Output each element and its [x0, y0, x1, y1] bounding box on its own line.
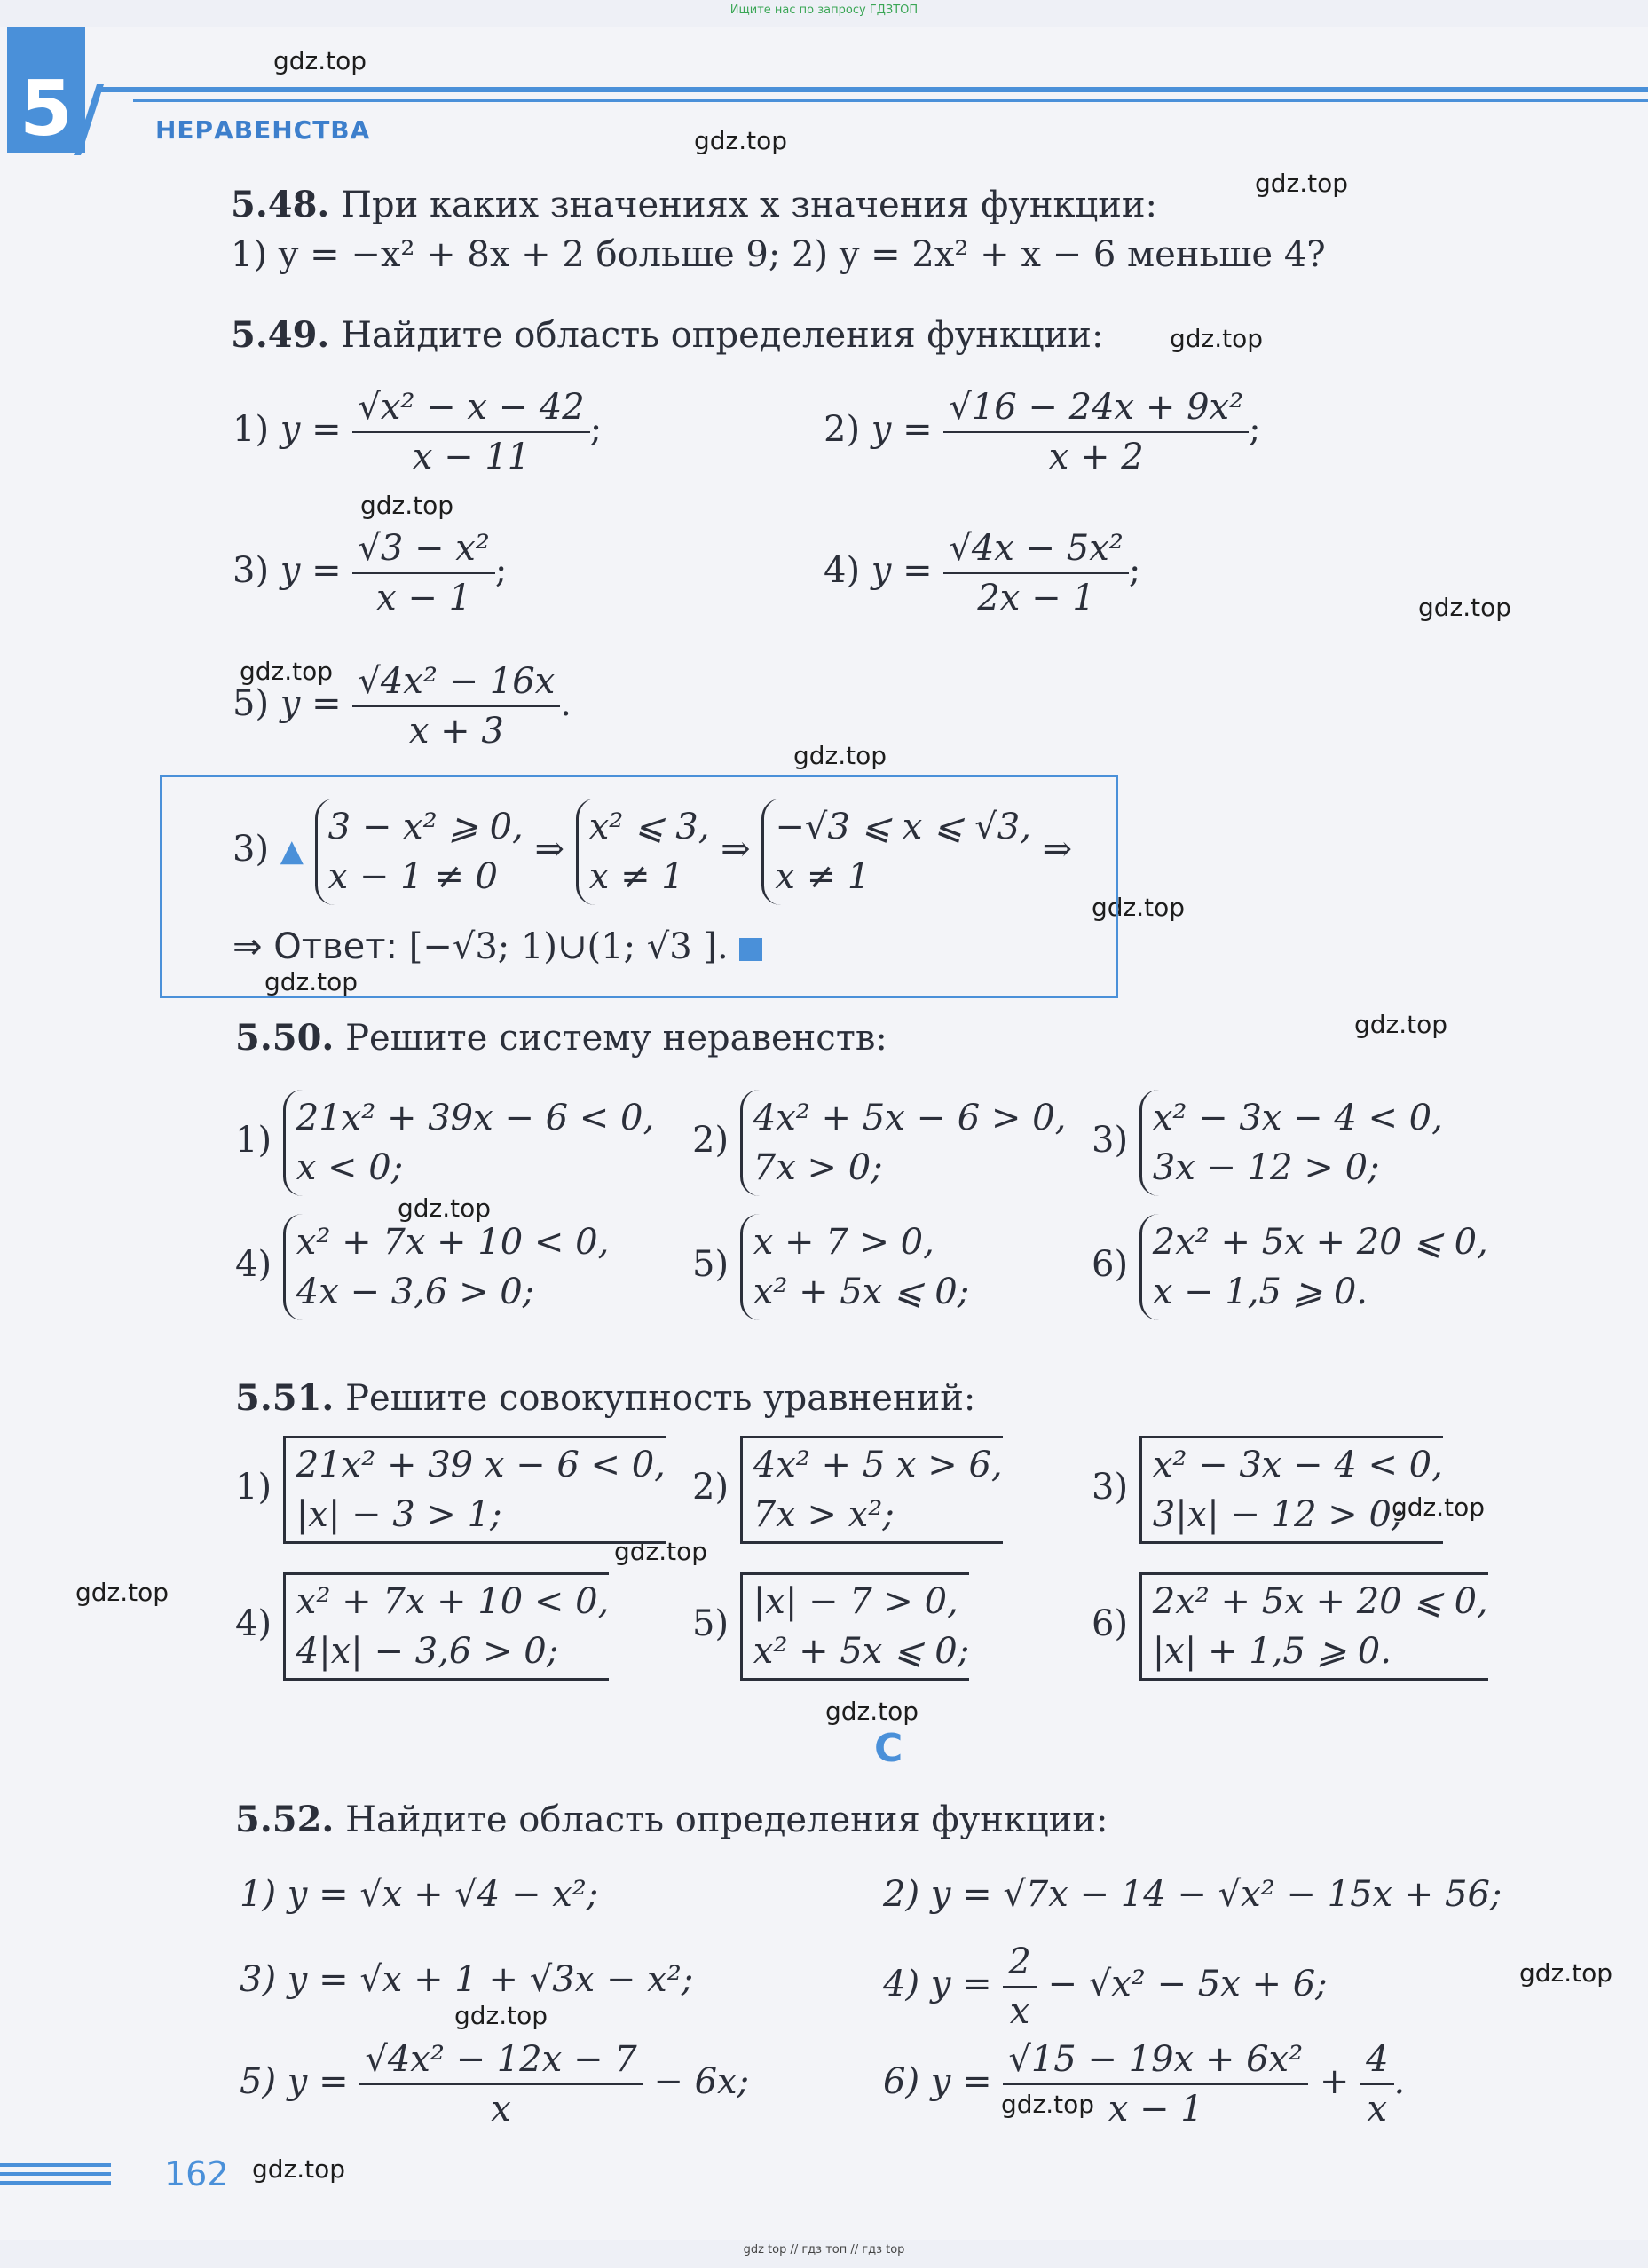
watermark: gdz.top: [252, 2154, 346, 2184]
system-row: x − 1 ≠ 0: [327, 856, 499, 897]
formula-5-49-2: [824, 387, 1261, 477]
numerator: √4x − 5x²: [943, 528, 1128, 574]
numerator: √3 − x²: [352, 528, 494, 574]
collection-5-51-1: [235, 1436, 666, 1544]
formula-rhs: − √x² − 5x + 6;: [1047, 1964, 1328, 2004]
item-number: 2): [824, 409, 861, 450]
formula-lhs: y =: [871, 409, 933, 450]
item-number: 3): [1092, 1467, 1129, 1508]
system-3: [761, 799, 1031, 905]
collection: [1139, 1436, 1443, 1544]
denominator: x: [491, 2089, 511, 2130]
watermark: gdz.top: [1418, 593, 1512, 622]
answer-label: ⇒ Ответ:: [233, 926, 398, 967]
formula-5-49-1: [233, 387, 602, 477]
formula-5-52-1: 1) y = √x + √4 − x²;: [240, 1874, 599, 1915]
collection-row: x² + 7x + 10 < 0,: [296, 1581, 610, 1622]
problem-5-51: [235, 1378, 975, 1419]
collection-5-51-4: [235, 1572, 609, 1681]
problem-number: 5.51.: [235, 1377, 335, 1419]
formula-5-49-4: [824, 528, 1140, 618]
numerator: √4x² − 12x − 7: [359, 2039, 642, 2085]
problem-5-52: [235, 1799, 1108, 1840]
item-number: 1): [235, 1467, 272, 1508]
system: [283, 1090, 654, 1196]
collection-row: 21x² + 39 x − 6 < 0,: [296, 1445, 666, 1485]
formula-5-49-3: [233, 528, 507, 618]
collection-row: 4|x| − 3,6 > 0;: [296, 1631, 559, 1672]
punct: ;: [494, 550, 508, 591]
system-row: 3 − x² ⩾ 0,: [327, 807, 524, 847]
item-number: 3): [233, 550, 270, 591]
system-5-50-3: [1092, 1090, 1443, 1196]
watermark: gdz.top: [1092, 893, 1186, 922]
system: [1139, 1090, 1443, 1196]
formula-5-52-3: 3) y = √x + 1 + √3x − x²;: [240, 1959, 694, 2000]
system-row: 7x > 0;: [753, 1147, 883, 1188]
formula-rhs: − 6x;: [653, 2061, 750, 2102]
watermark: gdz.top: [398, 1193, 492, 1223]
fraction: [943, 528, 1128, 618]
collection-row: 3|x| − 12 > 0;: [1152, 1494, 1404, 1535]
numerator: 4: [1360, 2039, 1393, 2085]
system-5-50-1: [235, 1090, 654, 1196]
formula-5-49-5: [233, 661, 572, 752]
system-row: 4x − 3,6 > 0;: [296, 1272, 535, 1312]
formula-5-52-4: [883, 1941, 1328, 2032]
collection-5-51-2: [692, 1436, 1003, 1544]
fraction: [352, 528, 494, 618]
watermark: gdz.top: [1354, 1010, 1448, 1039]
fraction: [1003, 1941, 1036, 2032]
problem-5-48: [231, 185, 1157, 225]
item-number: 5): [692, 1603, 729, 1644]
collection: [283, 1436, 666, 1544]
watermark: gdz.top: [614, 1537, 708, 1566]
punct: ;: [1249, 409, 1261, 450]
formula-lhs: 6) y =: [883, 2061, 992, 2102]
denominator: x + 3: [408, 711, 504, 752]
system-5-50-2: [692, 1090, 1066, 1196]
system-row: x ≠ 1: [588, 856, 684, 897]
solution-line: [233, 799, 1072, 905]
formula-lhs: y =: [280, 409, 342, 450]
watermark: gdz.top: [360, 491, 454, 520]
system-row: x² − 3x − 4 < 0,: [1152, 1098, 1443, 1138]
system-row: 4x² + 5x − 6 > 0,: [753, 1098, 1067, 1138]
denominator: x: [1009, 1991, 1030, 2032]
header-rule-thin: [133, 99, 1648, 102]
implies-arrow: ⇒: [1042, 829, 1073, 870]
numerator: √15 − 19x + 6x²: [1003, 2039, 1308, 2085]
problem-number: 5.50.: [235, 1017, 335, 1059]
denominator: x − 1: [376, 578, 472, 618]
problem-text: Найдите область определения функции:: [345, 1799, 1108, 1840]
watermark: gdz.top: [825, 1697, 919, 1726]
collection-5-51-5: [692, 1572, 969, 1681]
watermark: gdz.top: [75, 1578, 170, 1607]
system-row: 2x² + 5x + 20 ⩽ 0,: [1152, 1222, 1488, 1263]
collection-row: |x| + 1,5 ⩾ 0.: [1152, 1631, 1392, 1672]
collection-row: |x| − 7 > 0,: [753, 1581, 958, 1622]
watermark: gdz.top: [264, 967, 359, 996]
item-number: 4): [824, 550, 861, 591]
problem-number: 5.52.: [235, 1799, 335, 1840]
punct: .: [1393, 2061, 1406, 2102]
answer-value: [−√3; 1)∪(1; √3 ].: [408, 926, 729, 967]
watermark: gdz.top: [1001, 2090, 1095, 2119]
problem-5-48-items: 1) y = −x² + 8x + 2 больше 9; 2) y = 2x² + x − 6 меньше 4?: [231, 234, 1326, 275]
punct: .: [560, 683, 572, 724]
watermark: gdz.top: [1392, 1492, 1486, 1522]
system-5-50-6: [1092, 1214, 1488, 1320]
punct: ;: [1128, 550, 1141, 591]
problem-text: Решите совокупность уравнений:: [345, 1378, 976, 1419]
item-number: 6): [1092, 1603, 1129, 1644]
item-number: 6): [1092, 1244, 1129, 1285]
system: [283, 1214, 610, 1320]
system-row: 21x² + 39x − 6 < 0,: [296, 1098, 655, 1138]
collection-row: |x| − 3 > 1;: [296, 1494, 502, 1535]
watermark: gdz.top: [240, 657, 334, 686]
system-5-50-4: [235, 1214, 609, 1320]
system: [740, 1214, 969, 1320]
system: [740, 1090, 1067, 1196]
numerator: √x² − x − 42: [352, 387, 589, 433]
denominator: x: [1367, 2089, 1388, 2130]
system-row: −√3 ⩽ x ⩽ √3,: [775, 807, 1031, 847]
item-number: 3): [233, 829, 270, 870]
watermark: gdz.top: [1170, 324, 1264, 353]
footer-bars: [0, 2163, 111, 2190]
solution-start-icon: ▲: [280, 833, 304, 869]
implies-arrow: ⇒: [721, 829, 751, 870]
fraction: [352, 387, 589, 477]
item-number: 1): [233, 409, 270, 450]
system-row: x² + 5x ⩽ 0;: [753, 1272, 970, 1312]
problem-text: Найдите область определения функции:: [341, 315, 1104, 356]
numerator: √16 − 24x + 9x²: [943, 387, 1249, 433]
system-row: x − 1,5 ⩾ 0.: [1152, 1272, 1368, 1312]
fraction: [1003, 2039, 1308, 2130]
problem-5-50: [235, 1018, 887, 1059]
numerator: √4x² − 16x: [352, 661, 560, 707]
formula-lhs: 4) y =: [883, 1964, 992, 2004]
watermark: gdz.top: [694, 126, 788, 155]
collection-row: x² − 3x − 4 < 0,: [1152, 1445, 1443, 1485]
solution-answer: [233, 926, 762, 967]
formula-5-52-2: 2) y = √7x − 14 − √x² − 15x + 56;: [883, 1874, 1502, 1915]
collection-5-51-6: [1092, 1572, 1488, 1681]
item-number: 5): [692, 1244, 729, 1285]
system-2: [576, 799, 710, 905]
item-number: 4): [235, 1244, 272, 1285]
chapter-number: 5: [20, 65, 73, 154]
formula-5-52-5: [240, 2039, 749, 2130]
system-row: x² ⩽ 3,: [588, 807, 710, 847]
collection-row: x² + 5x ⩽ 0;: [753, 1631, 970, 1672]
watermark: gdz.top: [273, 46, 367, 75]
formula-lhs: y =: [280, 550, 342, 591]
denominator: x − 1: [1108, 2089, 1203, 2130]
section-c-label: C: [874, 1726, 903, 1771]
fraction: [352, 661, 560, 752]
fraction: [1360, 2039, 1393, 2130]
collection: [740, 1572, 969, 1681]
watermark: gdz.top: [454, 2001, 548, 2030]
fraction: [359, 2039, 642, 2130]
item-number: 2): [692, 1120, 729, 1161]
system-row: x ≠ 1: [775, 856, 871, 897]
collection-row: 2x² + 5x + 20 ⩽ 0,: [1152, 1581, 1488, 1622]
collection-row: 7x > x²;: [753, 1494, 895, 1535]
denominator: x − 11: [412, 437, 531, 477]
problem-number: 5.48.: [231, 184, 330, 225]
bottom-note: gdz top // гдз топ // гдз top: [743, 2243, 905, 2256]
solution-end-icon: [739, 938, 762, 961]
chapter-title: НЕРАВЕНСТВА: [155, 115, 371, 145]
top-note: Ищите нас по запросу ГДЗТОП: [729, 4, 919, 17]
watermark: gdz.top: [1255, 169, 1349, 198]
implies-arrow: ⇒: [534, 829, 564, 870]
collection-5-51-3: [1092, 1436, 1443, 1544]
system-1: [315, 799, 524, 905]
collection: [1139, 1572, 1488, 1681]
header-rule: [96, 87, 1648, 92]
system-row: 3x − 12 > 0;: [1152, 1147, 1380, 1188]
problem-number: 5.49.: [231, 314, 330, 356]
item-number: 4): [235, 1603, 272, 1644]
system-row: x < 0;: [296, 1147, 404, 1188]
fraction: [943, 387, 1249, 477]
collection: [740, 1436, 1003, 1544]
page-number: 162: [164, 2154, 229, 2193]
item-number: 5): [233, 683, 270, 724]
collection-row: 4x² + 5 x > 6,: [753, 1445, 1003, 1485]
numerator: 2: [1003, 1941, 1036, 1988]
system-5-50-5: [692, 1214, 969, 1320]
plus-sign: +: [1319, 2061, 1350, 2102]
formula-lhs: y =: [871, 550, 933, 591]
system-row: x + 7 > 0,: [753, 1222, 934, 1263]
collection: [283, 1572, 610, 1681]
problem-5-49: [231, 315, 1103, 356]
watermark: gdz.top: [1519, 1958, 1613, 1988]
denominator: 2x − 1: [977, 578, 1095, 618]
watermark: gdz.top: [793, 741, 887, 770]
formula-lhs: 5) y =: [240, 2061, 349, 2102]
problem-text: При каких значениях x значения функции:: [341, 185, 1157, 225]
punct: ;: [589, 409, 603, 450]
item-number: 1): [235, 1120, 272, 1161]
problem-text: Решите систему неравенств:: [345, 1018, 887, 1059]
item-number: 3): [1092, 1120, 1129, 1161]
item-number: 2): [692, 1467, 729, 1508]
system: [1139, 1214, 1488, 1320]
system-row: x² + 7x + 10 < 0,: [296, 1222, 610, 1263]
formula-5-52-6: [883, 2039, 1405, 2130]
formula-lhs: y =: [280, 683, 342, 724]
denominator: x + 2: [1048, 437, 1144, 477]
